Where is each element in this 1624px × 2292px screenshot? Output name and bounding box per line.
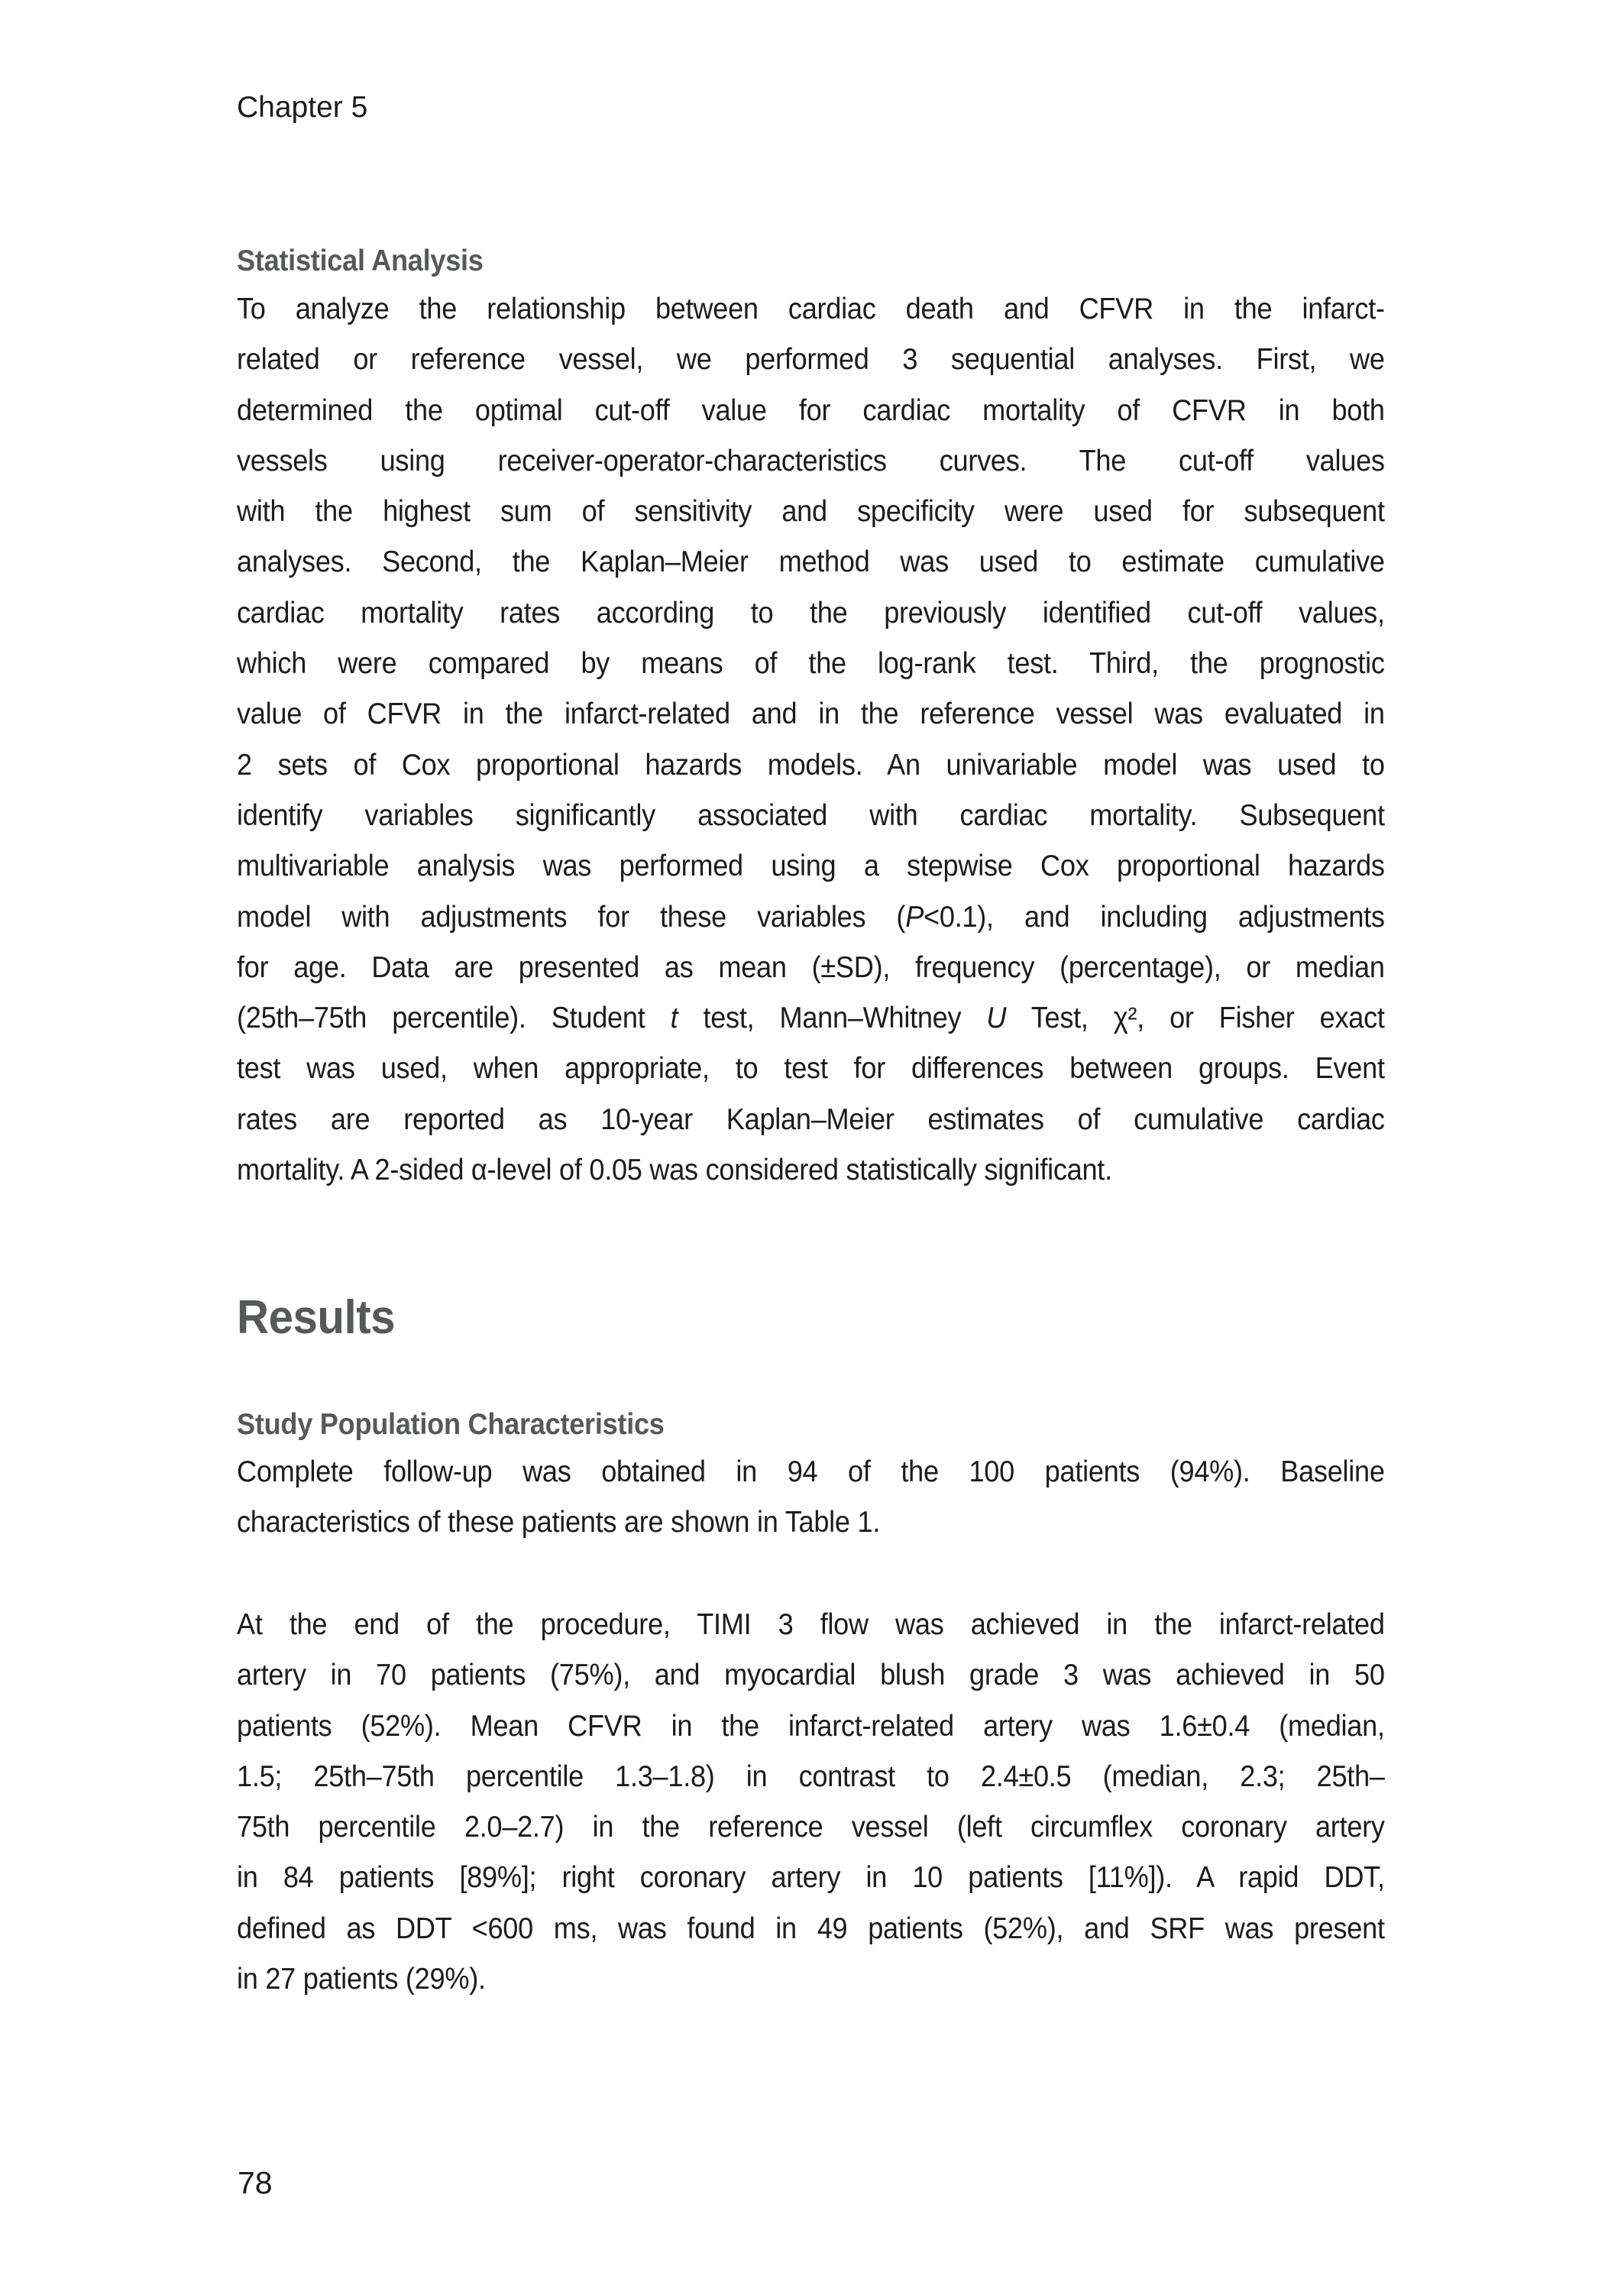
italic-text: t	[670, 1002, 678, 1035]
text-segment: with the highest sum of sensitivity and specificity were used for subsequent	[237, 495, 1385, 529]
text-segment: Test, χ², or Fisher exact	[1006, 1002, 1385, 1035]
text-line	[237, 335, 1385, 385]
text-segment: characteristics of these patients are shown in Table 1.	[237, 1506, 881, 1539]
text-segment: rates are reported as 10-year Kaplan–Meier estimates of cumulative cardiac	[237, 1102, 1385, 1136]
text-segment: model with adjustments for these variables (	[237, 900, 906, 934]
text-segment: identify variables significantly associated with cardiac mortality. Subsequent	[237, 798, 1385, 832]
text-segment: for age. Data are presented as mean (±SD), frequency (percentage), or median	[237, 950, 1385, 984]
text-line	[237, 791, 1385, 841]
paragraph-study-population-followup	[237, 1447, 1385, 1549]
italic-text: U	[986, 1002, 1007, 1035]
text-segment: defined as DDT <600 ms, was found in 49 patients (52%), and SRF was present	[237, 1912, 1385, 1945]
text-line	[237, 487, 1385, 537]
text-line	[237, 1650, 1385, 1701]
text-line	[237, 943, 1385, 993]
text-line	[237, 689, 1385, 740]
text-line	[237, 284, 1385, 335]
section-heading-results: Results	[237, 1291, 396, 1344]
text-line	[237, 740, 1385, 791]
text-segment: Complete follow-up was obtained in 94 of the 100 patients (94%). Baseline	[237, 1455, 1385, 1488]
text-segment: in 84 patients [89%]; right coronary artery in 10 patients [11%]). A rapid DDT,	[237, 1861, 1385, 1895]
text-segment: analyses. Second, the Kaplan–Meier method was used to estimate cumulative	[237, 545, 1385, 579]
text-line	[237, 1853, 1385, 1903]
text-line	[237, 1802, 1385, 1853]
text-segment: 1.5; 25th–75th percentile 1.3–1.8) in contrast to 2.4±0.5 (median, 2.3; 25th–	[237, 1759, 1385, 1793]
section-subheading-statistical-analysis: Statistical Analysis	[237, 244, 484, 277]
text-line	[237, 1701, 1385, 1752]
text-segment: (25th–75th percentile). Student	[237, 1002, 671, 1035]
text-line	[237, 386, 1385, 436]
text-line	[237, 1145, 1385, 1196]
text-line	[237, 1904, 1385, 1954]
text-segment: which were compared by means of the log-rank test. Third, the prognostic	[237, 647, 1385, 681]
text-segment: 2 sets of Cox proportional hazards models. An univariable model was used to	[237, 748, 1385, 782]
chapter-header: Chapter 5	[237, 91, 368, 124]
text-line	[237, 588, 1385, 639]
text-segment: artery in 70 patients (75%), and myocardial blush grade 3 was achieved in 50	[237, 1659, 1385, 1692]
text-line	[237, 1954, 1385, 2005]
text-segment: determined the optimal cut-off value for cardiac mortality of CFVR in both	[237, 393, 1385, 427]
section-subheading-study-population: Study Population Characteristics	[237, 1408, 665, 1441]
text-segment: in 27 patients (29%).	[237, 1963, 486, 1996]
text-line	[237, 436, 1385, 487]
text-segment: mortality. A 2-sided α-level of 0.05 was considered statistically significant.	[237, 1154, 1112, 1187]
text-segment: value of CFVR in the infarct-related and in the reference vessel was evaluated in	[237, 698, 1385, 731]
text-line	[237, 993, 1385, 1044]
text-line	[237, 537, 1385, 588]
text-segment: cardiac mortality rates according to the previously identified cut-off values,	[237, 596, 1385, 630]
text-line	[237, 639, 1385, 689]
page-number: 78	[238, 2165, 273, 2200]
text-line	[237, 1752, 1385, 1802]
text-line	[237, 1447, 1385, 1497]
text-segment: test was used, when appropriate, to test for differences between groups. Event	[237, 1052, 1385, 1086]
text-line	[237, 1497, 1385, 1548]
text-segment: vessels using receiver-operator-characteristics curves. The cut-off values	[237, 444, 1385, 478]
text-line	[237, 841, 1385, 892]
text-segment: At the end of the procedure, TIMI 3 flow was achieved in the infarct-related	[237, 1608, 1385, 1641]
text-line	[237, 1044, 1385, 1094]
italic-text: P	[905, 900, 924, 934]
text-segment: patients (52%). Mean CFVR in the infarct-related artery was 1.6±0.4 (median,	[237, 1709, 1385, 1743]
text-line	[237, 892, 1385, 943]
text-segment: 75th percentile 2.0–2.7) in the reference vessel (left circumflex coronary artery	[237, 1811, 1385, 1844]
text-segment: test, Mann–Whitney	[678, 1002, 987, 1035]
text-segment: multivariable analysis was performed using a stepwise Cox proportional hazards	[237, 850, 1385, 883]
paragraph-study-population-procedure	[237, 1600, 1385, 2005]
text-segment: To analyze the relationship between cardiac death and CFVR in the infarct-	[237, 293, 1385, 325]
text-segment: related or reference vessel, we performed 3 sequential analyses. First, we	[237, 343, 1385, 377]
text-line	[237, 1600, 1385, 1650]
text-line	[237, 1095, 1385, 1145]
paragraph-statistical-analysis	[237, 284, 1385, 1196]
text-segment: <0.1), and including adjustments	[924, 900, 1385, 934]
